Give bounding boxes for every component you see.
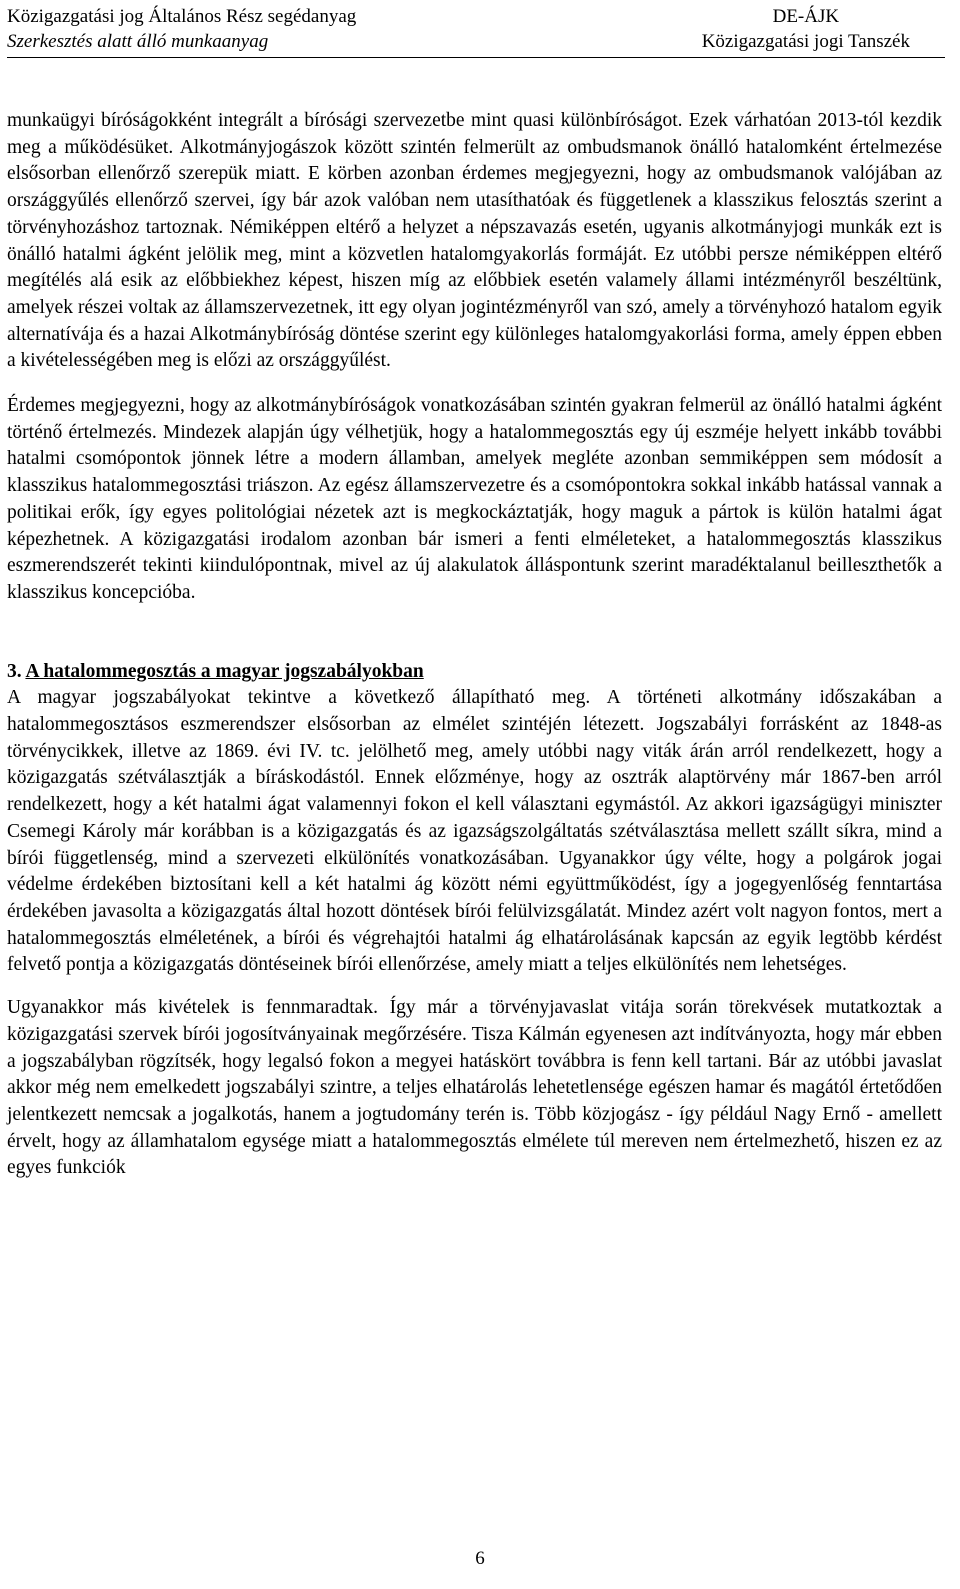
page-body xyxy=(7,108,942,1182)
body-paragraph-2: Érdemes megjegyezni, hogy az alkotmánybíróságok vonatkozásában szintén gyakran felmerül az önálló hatalmi ágként történő értelmezés. Mindezek alapján úgy vélhetjük, hogy a hatalommegosztás egy új eszméje helyett inkább további hatalmi csomópontok jönnek létre a modern államban, amelyek megléte azonban semmiképpen sem módosít a klasszikus hatalommegosztási triászon. Az egész államszervezetre és a csomópontokra sokkal inkább hatással vannak a politikai erők, így egyes politológiai nézetek azt is megkockáztatják, hogy maguk a pártok is külön hatalmi ágat képezhetnek. A közigazgatási irodalom azonban bár ismeri a fenti elméleteket, a hatalommegosztás klasszikus eszmerendszerét tekinti kiindulópontnak, mivel az új alakulatok álláspontunk szerint maradéktalanul beilleszthetők a klasszikus koncepcióba. xyxy=(7,395,942,603)
draft-notice: Szerkesztés alatt álló munkaanyag xyxy=(7,31,269,52)
body-paragraph-4: Ugyanakkor más kivételek is fennmaradtak. Így már a törvényjavaslat vitája során törekvések mutatkoztak a közigazgatási szervek bírói jogosítványainak megőrzésére. Tisza Kálmán egyenesen azt indítványozta, hogy már ebben a jogszabályban rögzítsék, hogy legalsó fokon a megyei hatáskört továbbra is fenn kell tartani. Bár az utóbbi javaslat akkor még nem emelkedett jogszabályi szintre, a teljes elhatárolás lehetetlensége egészen hamar és magától értetődően jelentkezett nemcsak a jogalkotás, hanem a jogtudomány terén is. Több közjogász - így például Nagy Ernő - amellett érvelt, hogy az államhatalom egysége miatt a hatalommegosztás elmélete túl mereven nem értelmezhető, hiszen ez az egyes funkciók xyxy=(7,997,942,1179)
section-number: 3. xyxy=(7,660,22,682)
header-divider xyxy=(7,57,945,58)
course-title: Közigazgatási jog Általános Rész segédanyag xyxy=(7,6,357,27)
section-heading xyxy=(7,659,942,686)
header-left xyxy=(7,4,356,54)
body-paragraph-3: A magyar jogszabályokat tekintve a következő állapítható meg. A történeti alkotmány időszakában a hatalommegosztásos eszmerendszer elsősorban az elmélet szintéjén létezett. Jogszabályi forrásként az 1848-as törvénycikkek, illetve az 1869. évi IV. tc. jelölhető meg, amely utóbbi nagy viták árán arról rendelkezett, hogy a közigazgatás szétválasztják a bíráskodástól. Ennek előzménye, hogy az osztrák alaptörvény már 1867-ben arról rendelkezett, hogy a két hatalmi ágat valamennyi fokon el kell választani egymástól. Az akkori igazságügyi miniszter Csemegi Károly már korábban is a közigazgatás és az igazságszolgáltatás szétválasztása mellett szállt síkra, mind a bírói függetlenség, mind a szervezeti elkülönítés vonatkozásában. Ugyanakkor úgy vélte, hogy a polgárok jogai védelme érdekében biztosítani kell a két hatalmi ág között némi együttműködést, így a jogegyenlőség fenntartása érdekében javasolta a közigazgatás által hozott döntések bírói felülvizsgálatát. Mindez azért volt nagyon fontos, mert a hatalommegosztás elméletének, a bírói és végrehajtói hatalmi ág elhatárolásának kapcsán az egyik legtöbb kérdést felvető pontja a közigazgatás döntéseinek bírói ellenőrzése, amely miatt a teljes elkülönítés nem lehetséges. xyxy=(7,687,942,976)
page-number: 6 xyxy=(475,1548,485,1569)
header-right xyxy=(702,4,910,54)
page-header xyxy=(7,4,940,56)
faculty-name: DE-ÁJK xyxy=(772,6,840,27)
section-title: A hatalommegosztás a magyar jogszabályokban xyxy=(25,660,424,682)
department-name: Közigazgatási jogi Tanszék xyxy=(701,31,910,52)
body-paragraph-1: munkaügyi bíróságokként integrált a bírósági szervezetbe mint quasi különbíróságot. Ezek várhatóan 2013-tól kezdik meg a működésüket. Alkotmányjogászok között szintén felmerült az ombudsmanok önálló hatalomként értelmezése elsősorban ellenőrző szerepük miatt. E körben azonban érdemes megjegyezni, hogy az ombudsmanok valójában az országgyűlés ellenőrző szervei, így bár azok valóban nem utasíthatóak és függetlenek a klasszikus felosztás szerint a törvényhozáshoz tartoznak. Némiképpen eltérő a helyzet a népszavazás esetén, ugyanis alkotmányjogi munkák ezt is önálló hatalmi ágként jelölik meg, mint a közvetlen hatalomgyakorlás formáját. Ez utóbbi persze némiképpen eltérő megítélés alá esik az előbbiekhez képest, hiszen míg az előbbiek esetén valamely állami intézményről beszéltünk, amelyek részei voltak az államszervezetnek, itt egy olyan jogintézményről van szó, amely a törvényhozó hatalom egyik alternatívája és a hazai Alkotmánybíróság döntése szerint egy különleges hatalomgyakorlási forma, amely éppen ebben a kivételességében meg is előzi az országgyűlést. xyxy=(7,110,942,372)
